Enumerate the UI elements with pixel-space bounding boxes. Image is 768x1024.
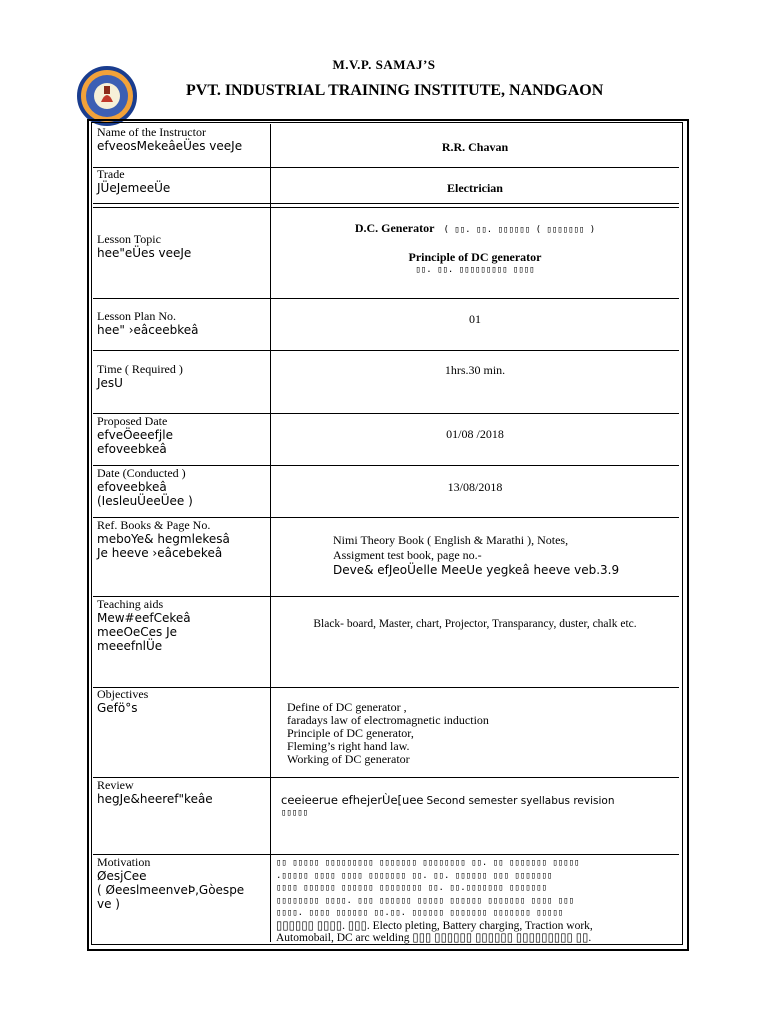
objective-item: Define of DC generator , <box>287 700 407 714</box>
instructor-value: R.R. Chavan <box>441 140 509 154</box>
conducted-date-value: 13/08/2018 <box>447 480 503 494</box>
conducted-date-label: Date (Conducted ) efoveebkeâ (IesleuÜeeÜee ) <box>97 466 193 508</box>
lesson-plan-value: 01 <box>469 312 481 326</box>
org-name: M.V.P. SAMAJ’S <box>332 57 436 72</box>
motivation-label: Motivation ØesjCee ( ØeeslmeenveÞ,Gòespe ve ) <box>97 855 245 911</box>
review-value: ceeieerue efhejerÙe[uee Second semester syellabus revision ▯▯▯▯▯ <box>281 793 615 818</box>
institute-name: PVT. INDUSTRIAL TRAINING INSTITUTE, NANDGAON <box>186 82 604 99</box>
time-label: Time ( Required ) JesU <box>97 362 183 390</box>
lesson-plan-label: Lesson Plan No. hee" ›eâceebkeâ <box>97 309 199 337</box>
objective-item: Working of DC generator <box>287 752 410 766</box>
ref-books-value: Nimi Theory Book ( English & Marathi ), Notes, Assigment test book, page no.- Deve& efJeoÜelle MeeUe yegkeâ heeve veb.3.9 <box>333 533 620 577</box>
institute-logo <box>71 66 143 126</box>
instructor-label: Name of the Instructor efveosMekeâeÜes veeJe <box>97 125 243 153</box>
lesson-topic-value: D.C. Generator ( ▯▯. ▯▯. ▯▯▯▯▯▯ ( ▯▯▯▯▯▯▯ ) Principle of DC generator ▯▯. ▯▯. ▯▯▯▯▯▯▯▯▯ ▯▯▯▯ <box>354 221 596 275</box>
motivation-text: ▯▯ ▯▯▯▯▯ ▯▯▯▯▯▯▯▯▯ ▯▯▯▯▯▯▯ ▯▯▯▯▯▯▯▯ ▯▯. ▯▯ ▯▯▯▯▯▯▯ ▯▯▯▯▯ .▯▯▯▯▯ ▯▯▯▯ ▯▯▯▯ ▯▯▯▯▯▯▯ ▯▯. ▯▯. ▯▯▯▯▯▯ ▯▯▯ ▯▯▯▯▯▯▯ ▯▯▯▯ ▯▯▯▯▯▯ ▯▯▯▯▯▯ ▯▯▯▯▯▯▯▯ ▯▯. ▯▯.▯▯▯▯▯▯▯ ▯▯▯▯▯▯▯ ▯▯▯▯▯▯▯▯ ▯▯▯▯. ▯▯▯ ▯▯▯▯▯▯ ▯▯▯▯▯ ▯▯▯▯▯▯ ▯▯▯▯▯▯▯ ▯▯▯▯ ▯▯▯ ▯▯▯▯. ▯▯▯▯ ▯▯▯▯▯▯ ▯▯.▯▯. ▯▯▯▯▯▯ ▯▯▯▯▯▯▯ ▯▯▯▯▯▯▯ ▯▯▯▯▯ ▯▯▯▯▯▯ ▯▯▯▯. ▯▯▯. Electo pleting, Battery charging, Traction work, Automobail, DC arc welding ▯▯▯ ▯▯▯▯▯▯ ▯▯▯▯▯▯ ▯▯▯▯▯▯▯▯▯ ▯▯. <box>276 858 593 944</box>
objectives-list <box>287 701 667 766</box>
teaching-aids-label: Teaching aids Mew#eefCekeâ meeOeCes Je meeefnlÜe <box>97 597 191 653</box>
objective-item: Principle of DC generator, <box>287 726 414 740</box>
trade-value: Electrician <box>447 181 503 195</box>
trade-label: Trade JÜeJemeeÜe <box>97 167 171 195</box>
proposed-date-value: 01/08 /2018 <box>446 427 504 441</box>
review-label: Review hegJe&heeref"keâe <box>97 778 213 806</box>
objectives-label: Objectives Gefö°s <box>97 687 149 715</box>
ref-books-label: Ref. Books & Page No. meboYe& hegmlekesâ Je heeve ›eâcebekeâ <box>97 518 230 560</box>
proposed-date-label: Proposed Date efveÖeeefjle efoveebkeâ <box>97 414 173 456</box>
objective-item: faradays law of electromagnetic induction <box>287 713 489 727</box>
time-value: 1hrs.30 min. <box>444 363 506 377</box>
objective-item: Fleming’s right hand law. <box>287 739 410 753</box>
lesson-topic-label: Lesson Topic hee"eÜes veeJe <box>97 232 192 260</box>
teaching-aids-value: Black- board, Master, chart, Projector, Transparancy, duster, chalk etc. <box>313 618 637 630</box>
